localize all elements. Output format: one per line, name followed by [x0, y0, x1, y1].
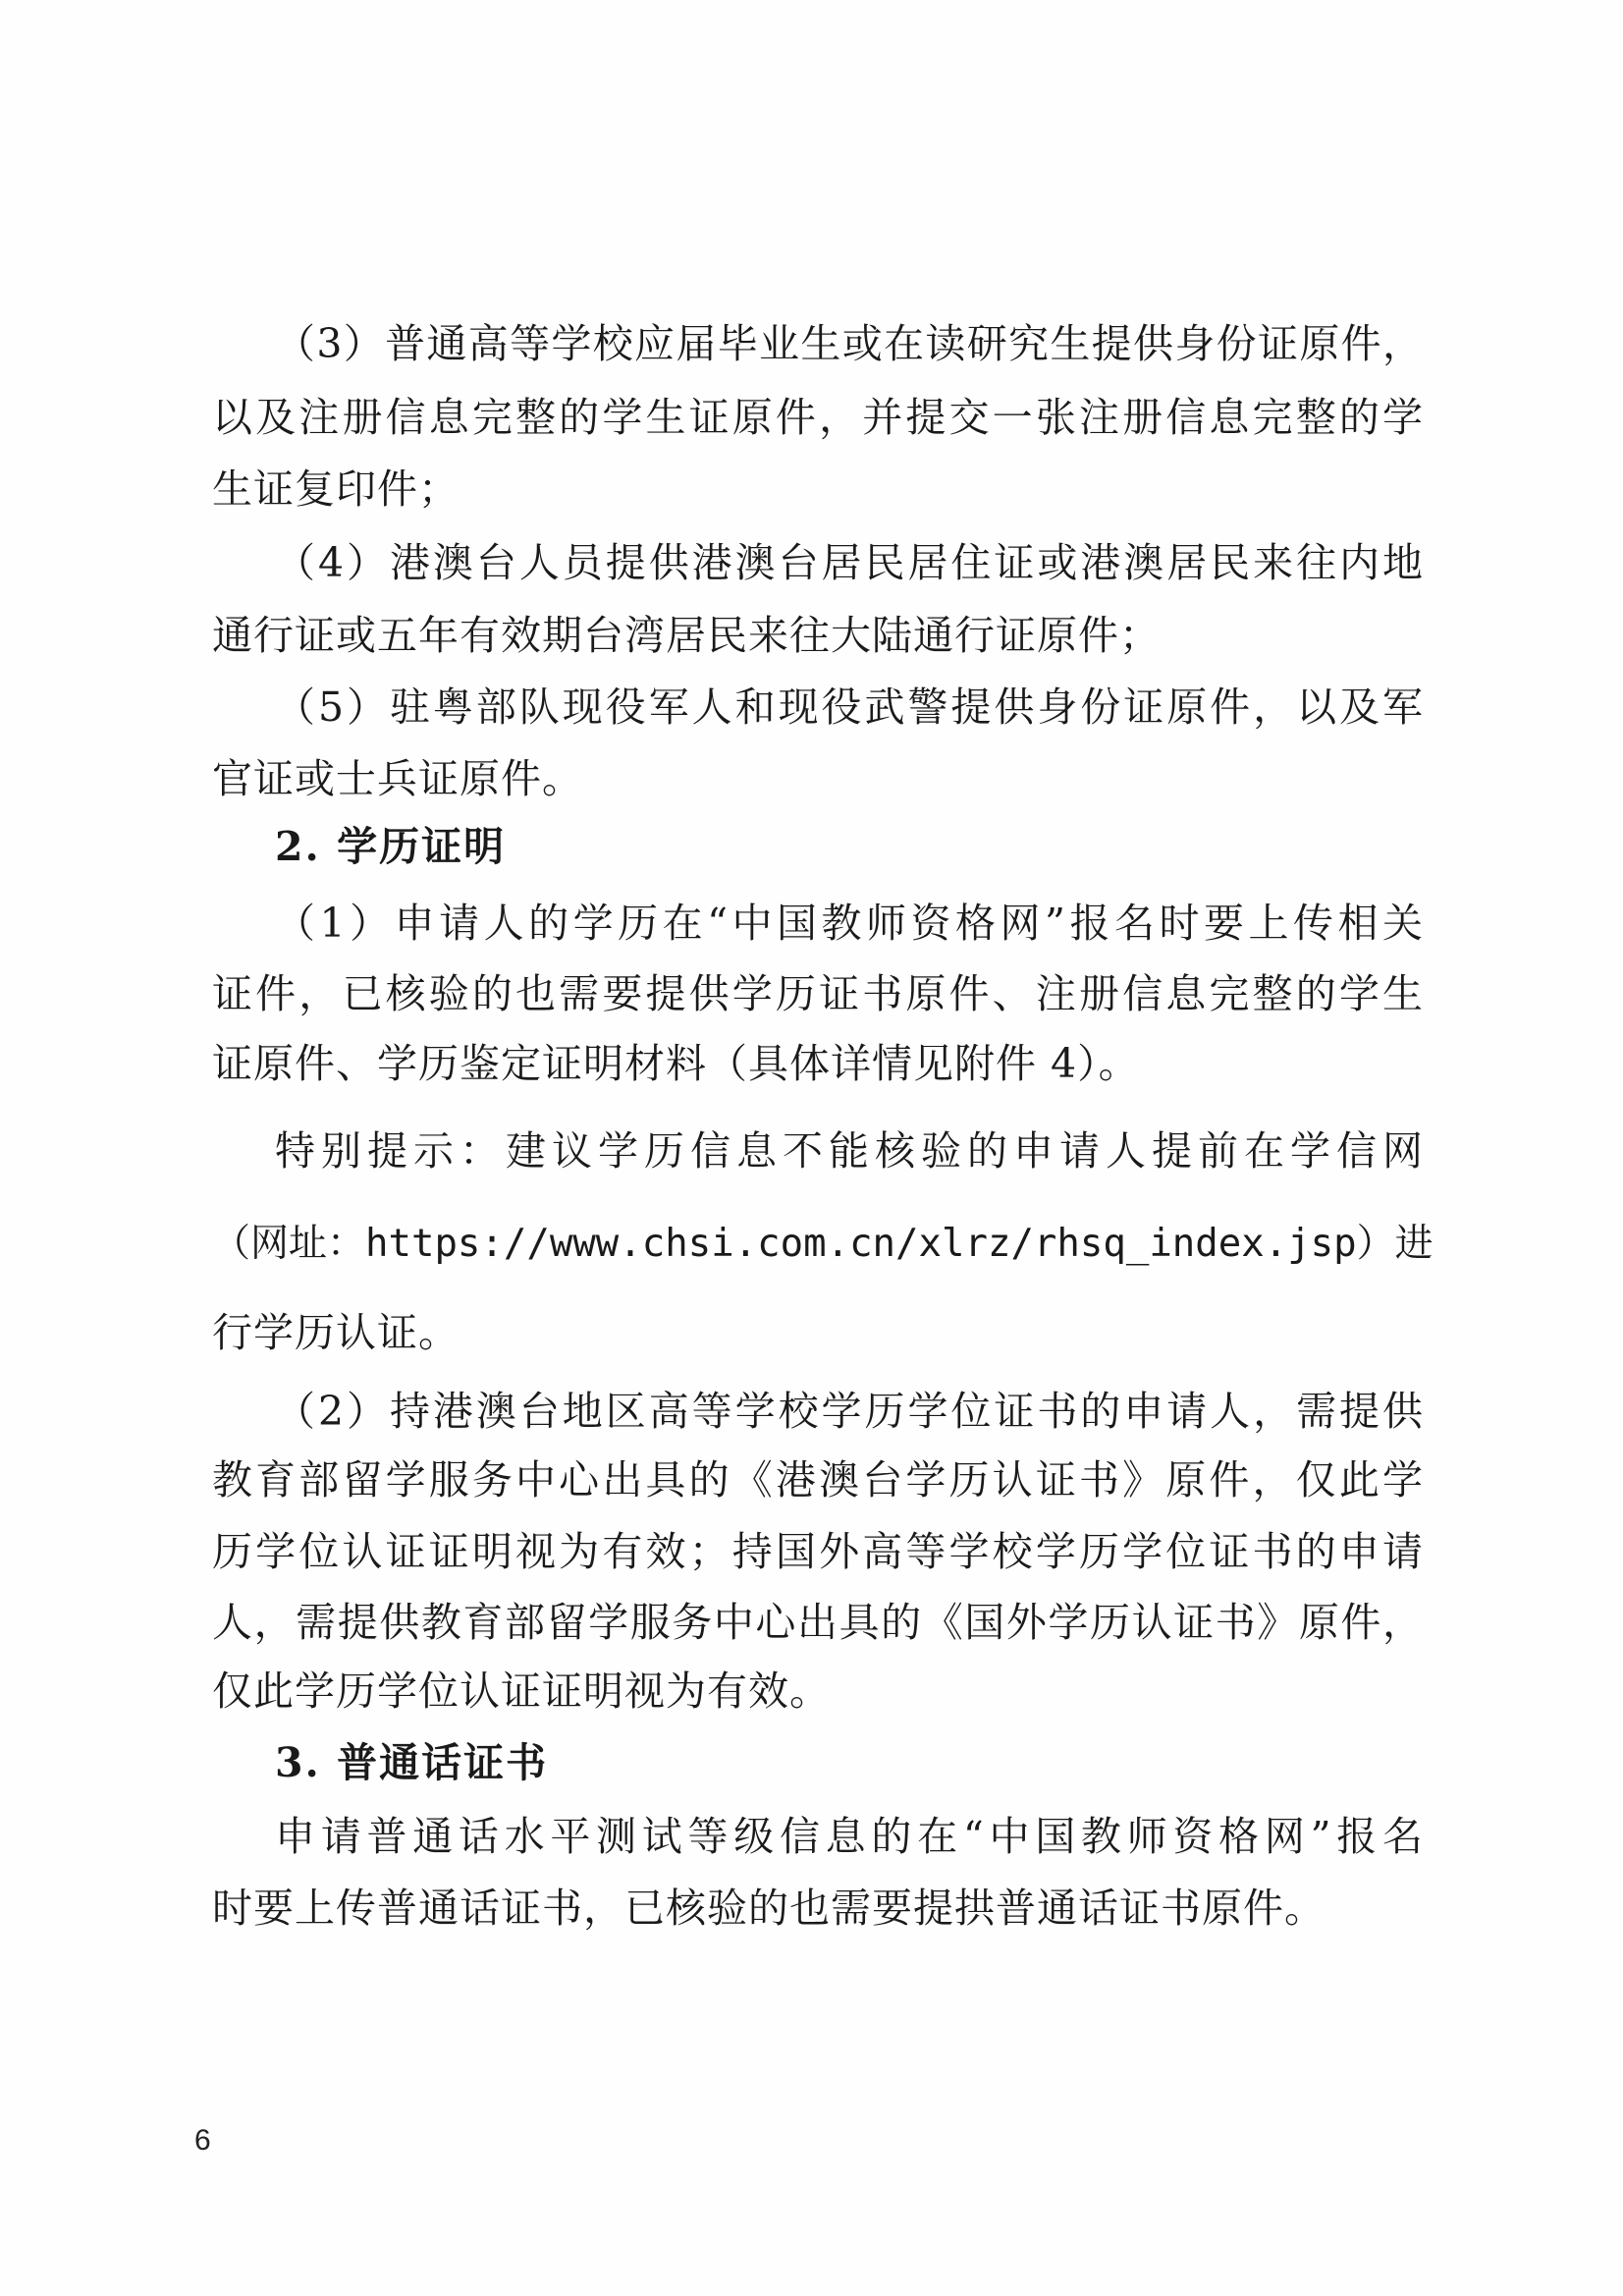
- paragraph-line: 证原件、学历鉴定证明材料（具体详情见附件 4）。: [212, 1040, 1140, 1087]
- paragraph-line: （2）持港澳台地区高等学校学历学位证书的申请人，需提供: [275, 1388, 1424, 1435]
- paragraph-line: 历学位认证证明视为有效；持国外高等学校学历学位证书的申请: [212, 1528, 1424, 1575]
- paragraph-line: （4）港澳台人员提供港澳台居民居住证或港澳居民来往内地: [275, 539, 1424, 586]
- url-line: （网址：https://www.chsi.com.cn/xlrz/rhsq_index.jsp）进: [212, 1222, 1434, 1266]
- section-heading: 3. 普通话证书: [275, 1739, 549, 1786]
- paragraph-line: 时要上传普通话证书，已核验的也需要提拱普通话证书原件。: [212, 1885, 1325, 1932]
- section-heading: 2. 学历证明: [275, 823, 507, 870]
- paragraph-line: （5）驻粤部队现役军人和现役武警提供身份证原件，以及军: [275, 683, 1424, 731]
- paragraph-line: 证件，已核验的也需要提供学历证书原件、注册信息完整的学生: [212, 970, 1424, 1017]
- paragraph-line: （3）普通高等学校应届毕业生或在读研究生提供身份证原件，: [275, 320, 1424, 367]
- page-number: 6: [194, 2124, 211, 2157]
- paragraph-line: 通行证或五年有效期台湾居民来往大陆通行证原件；: [212, 612, 1161, 659]
- paragraph-line: 人，需提供教育部留学服务中心出具的《国外学历认证书》原件，: [212, 1599, 1424, 1646]
- paragraph-line: 申请普通话水平测试等级信息的在“中国教师资格网”报名: [275, 1813, 1424, 1860]
- paragraph-line: 仅此学历学位认证证明视为有效。: [212, 1667, 831, 1715]
- paragraph-line: 生证复印件；: [212, 465, 460, 513]
- paragraph-line: 官证或士兵证原件。: [212, 755, 583, 802]
- tip-line: 特别提示：建议学历信息不能核验的申请人提前在学信网: [275, 1127, 1424, 1175]
- paragraph-line: （1）申请人的学历在“中国教师资格网”报名时要上传相关: [275, 900, 1424, 947]
- paragraph-line: 教育部留学服务中心出具的《港澳台学历认证书》原件，仅此学: [212, 1456, 1424, 1503]
- tip-line: 行学历认证。: [212, 1309, 460, 1356]
- paragraph-line: 以及注册信息完整的学生证原件，并提交一张注册信息完整的学: [212, 394, 1424, 441]
